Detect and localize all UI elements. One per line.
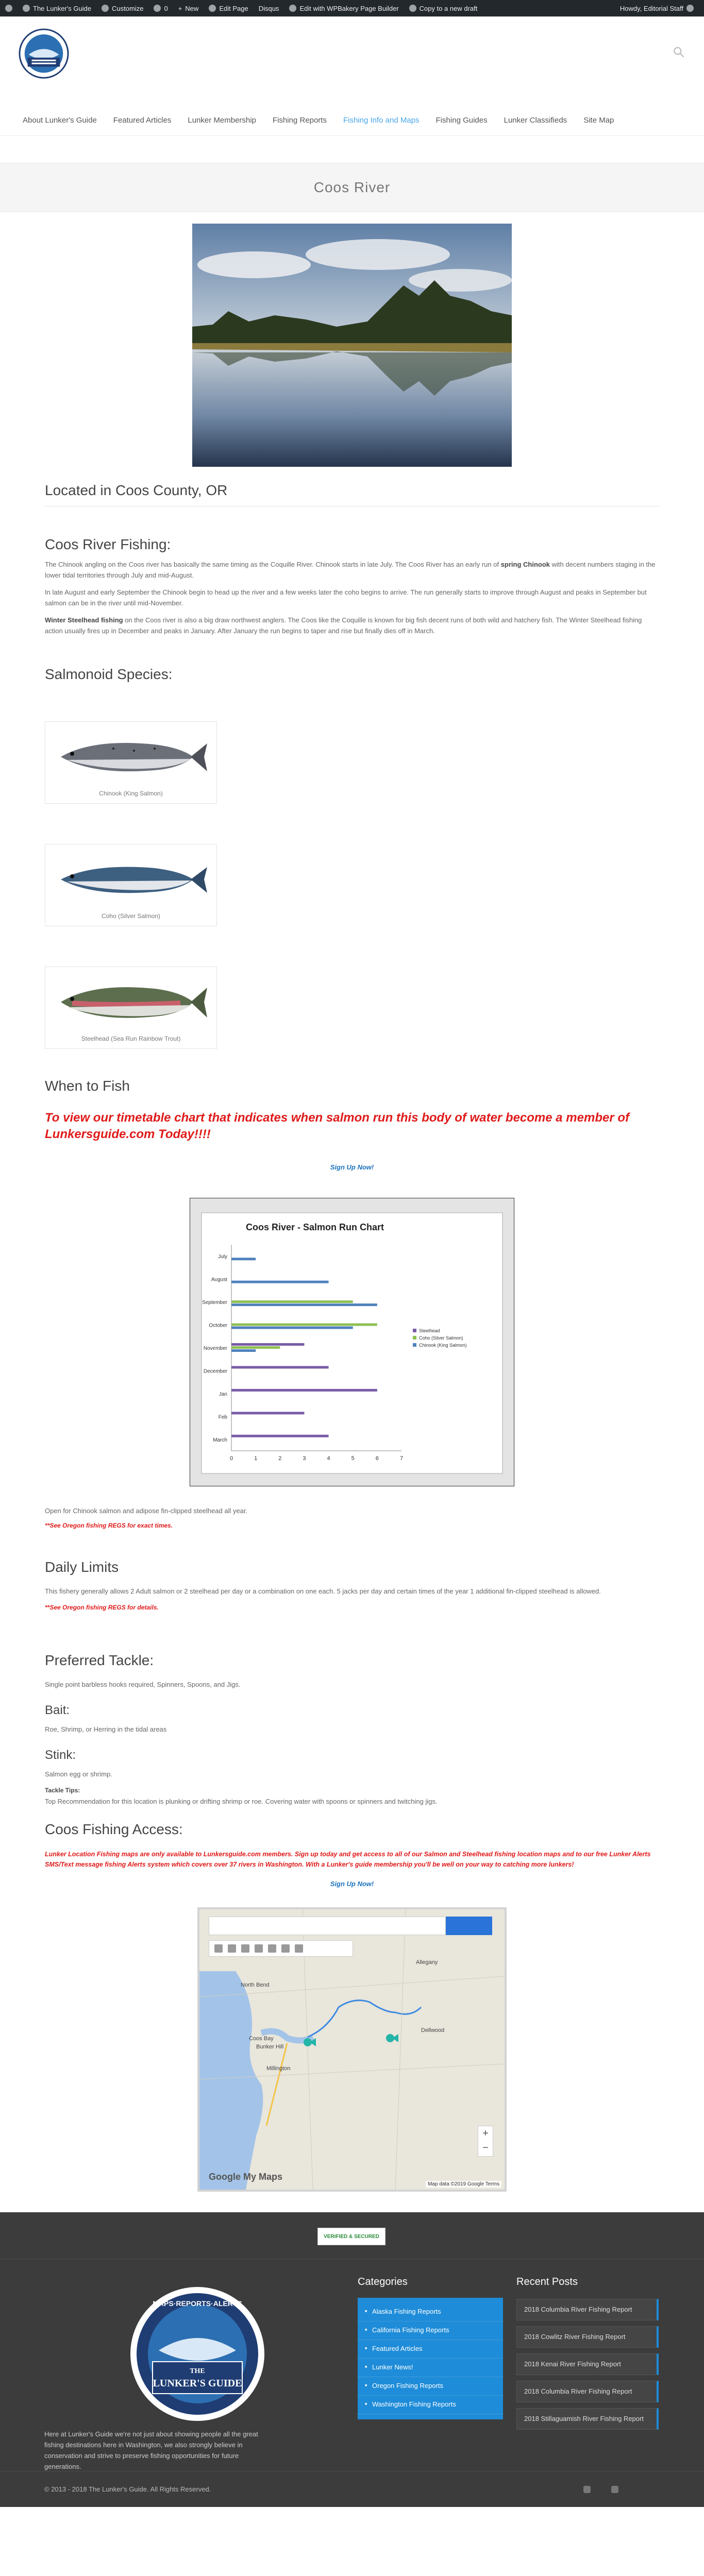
membership-promo[interactable]: To view our timetable chart that indicates when salmon run this body of water become a member of Lunkersguide.com Today!!!! — [45, 1111, 629, 1141]
map-zoom-control — [478, 2126, 493, 2157]
regs-link[interactable]: **See Oregon fishing REGS for exact times. — [45, 1522, 173, 1529]
wordpress-icon[interactable] — [5, 5, 12, 12]
page-title-bar — [0, 163, 704, 212]
daily-limits-heading: Daily Limits — [45, 1559, 119, 1575]
wpbakery-icon — [289, 5, 296, 12]
daily-limits-text: This fishery generally allows 2 Adult salmon or 2 steelhead per day or a combination on one each. 5 jacks per day and certain times of the year 1 additional fin-clipped steelhead is allowed. — [45, 1587, 601, 1595]
chart-x-tick: 4 — [327, 1455, 330, 1462]
fishing-paragraph-2: In late August and early September the Chinook begin to head up the river and a few weeks later the coho begins to arrive. The run generally starts to improve through August and peaks in September but salmon can be in the river until mid-November. — [45, 588, 647, 607]
site-logo[interactable] — [19, 28, 69, 79]
categories-title: Categories — [358, 2276, 408, 2287]
nav-site-map[interactable]: Site Map — [583, 116, 614, 125]
admin-wpbakery-link[interactable]: Edit with WPBakery Page Builder — [289, 5, 398, 12]
admin-site-link[interactable]: The Lunker's Guide — [23, 5, 91, 12]
logo-tagline: MAPS·REPORTS·ALERTS — [153, 2299, 242, 2308]
map-credit[interactable]: Map data ©2019 Google Terms — [426, 2181, 501, 2188]
chart-category-label: December — [203, 1368, 227, 1375]
chart-bar — [231, 1346, 280, 1349]
map-label-north-bend: North Bend — [241, 1982, 270, 1988]
categories-list — [358, 2298, 503, 2419]
scroll-top-icon[interactable] — [611, 2486, 618, 2493]
redo-icon[interactable] — [228, 1944, 236, 1953]
coho-fish-image — [52, 851, 211, 908]
category-link[interactable]: ■ Washington Fishing Reports — [358, 2396, 503, 2414]
chart-category-label: Feb — [218, 1414, 227, 1420]
admin-comments-link[interactable]: 0 — [154, 5, 167, 12]
admin-howdy-link[interactable]: Howdy, Editorial Staff — [620, 5, 694, 12]
hero-river-photo — [192, 224, 512, 467]
chart-category-label: Jan — [219, 1391, 227, 1397]
chart-bar — [231, 1366, 329, 1368]
fish-caption: Steelhead (Sea Run Rainbow Trout) — [81, 1035, 181, 1042]
map-label-bunker-hill: Bunker Hill — [256, 2044, 284, 2050]
google-my-maps-logo: Google My Maps — [209, 2172, 283, 2182]
site-header — [0, 16, 704, 105]
chart-bar — [231, 1303, 377, 1306]
chinook-fish-image — [52, 728, 211, 786]
recent-post-link[interactable]: 2018 Columbia River Fishing Report — [516, 2381, 659, 2402]
chart-title: Coos River - Salmon Run Chart — [246, 1222, 384, 1232]
nav-lunker-classifieds[interactable]: Lunker Classifieds — [504, 116, 567, 125]
line-icon[interactable] — [268, 1944, 276, 1953]
nav-featured-articles[interactable]: Featured Articles — [113, 116, 172, 125]
chart-bar — [231, 1258, 256, 1260]
category-link[interactable]: ■ California Fishing Reports — [358, 2321, 503, 2340]
hand-icon[interactable] — [241, 1944, 249, 1953]
chart-bar — [231, 1435, 329, 1437]
pencil-icon — [209, 5, 216, 12]
chart-x-tick: 5 — [351, 1455, 355, 1462]
main-nav — [0, 105, 704, 136]
chart-x-tick: 3 — [303, 1455, 306, 1462]
map-label-dellwood: Dellwood — [421, 2027, 445, 2033]
plus-icon: + — [178, 4, 182, 12]
admin-bar — [0, 0, 704, 16]
map-search-button[interactable] — [446, 1917, 492, 1935]
comment-icon — [154, 5, 161, 12]
legend-swatch — [413, 1343, 416, 1347]
fishing-paragraph-1: The Chinook angling on the Coos river has basically the same timing as the Coquille River. Chinook starts in late July. The Coos River has an early run of spring Chinook with decent numbers staging in the lower tidal territories through July and mid-August. — [45, 561, 656, 579]
search-icon[interactable] — [672, 45, 685, 59]
nav-lunker-membership[interactable]: Lunker Membership — [188, 116, 256, 125]
footer-about-text: Here at Lunker's Guide we're not just about showing people all the great fishing destinations here in Washington, we also strongly believe in conservation and strive to preserve fishing opportunities for future generations. — [44, 2430, 258, 2470]
chart-x-tick: 2 — [278, 1455, 282, 1462]
legend-entry: Steelhead — [419, 1328, 440, 1333]
chart-bar — [231, 1281, 329, 1283]
chart-bar — [231, 1412, 304, 1414]
tackle-text: Single point barbless hooks required, Spinners, Spoons, and Jigs. — [45, 1681, 241, 1688]
recent-posts-title: Recent Posts — [516, 2276, 578, 2287]
access-heading: Coos Fishing Access: — [45, 1821, 183, 1837]
chart-x-tick: 0 — [229, 1455, 233, 1462]
species-card-steelhead — [45, 967, 217, 1049]
legend-entry: Chinook (King Salmon) — [419, 1343, 467, 1348]
home-icon — [23, 5, 30, 12]
marker-icon[interactable] — [255, 1944, 263, 1953]
category-link[interactable]: ■ Featured Articles — [358, 2340, 503, 2359]
regs-note: Open for Chinook salmon and adipose fin-clipped steelhead all year. — [45, 1507, 248, 1515]
zoom-in-button[interactable]: + — [482, 2128, 489, 2139]
chart-x-tick: 6 — [375, 1455, 379, 1462]
site-footer — [0, 2212, 704, 2507]
map-label-millington: Millington — [266, 2065, 291, 2072]
location-heading: Located in Coos County, OR — [45, 482, 659, 506]
fish-caption: Chinook (King Salmon) — [99, 790, 163, 797]
limits-regs-link[interactable]: **See Oregon fishing REGS for details. — [45, 1604, 159, 1611]
nav-about[interactable]: About Lunker's Guide — [23, 116, 97, 125]
admin-customize-link[interactable]: Customize — [102, 5, 143, 12]
chart-category-label: November — [203, 1346, 227, 1351]
steelhead-fish-image — [52, 973, 211, 1031]
chart-x-tick: 1 — [254, 1455, 258, 1462]
nav-fishing-info-maps[interactable]: Fishing Info and Maps — [343, 116, 420, 125]
species-card-coho — [45, 844, 217, 926]
recent-posts-list — [516, 2299, 659, 2435]
recent-post-link[interactable]: 2018 Stillaguamish River Fishing Report — [516, 2408, 659, 2430]
footer-logo[interactable] — [128, 2284, 267, 2424]
fish-caption: Coho (Silver Salmon) — [101, 912, 161, 920]
main-content — [45, 224, 659, 2192]
directions-icon[interactable] — [281, 1944, 290, 1953]
social-links — [583, 2486, 618, 2493]
chart-bar — [231, 1389, 377, 1392]
chart-category-label: September — [202, 1300, 227, 1306]
category-link[interactable]: ■ Lunker News! — [358, 2359, 503, 2377]
copy-icon — [409, 5, 416, 12]
undo-icon[interactable] — [214, 1944, 223, 1953]
security-badge[interactable]: VERIFIED & SECURED — [317, 2228, 385, 2245]
logo-name: LUNKER'S GUIDE — [153, 2378, 242, 2389]
admin-edit-page-link[interactable]: Edit Page — [209, 5, 248, 12]
signup-link[interactable]: Sign Up Now! — [330, 1163, 374, 1171]
copyright: © 2013 - 2018 The Lunker's Guide. All Rights Reserved. — [44, 2485, 211, 2493]
map-search-input[interactable] — [209, 1917, 446, 1935]
recent-post-link[interactable]: 2018 Columbia River Fishing Report — [516, 2299, 659, 2320]
chart-bar — [231, 1349, 256, 1352]
nav-fishing-reports[interactable]: Fishing Reports — [272, 116, 327, 125]
fishing-heading: Coos River Fishing: — [45, 536, 171, 552]
facebook-icon[interactable] — [583, 2486, 591, 2493]
admin-disqus-link[interactable]: Disqus — [258, 4, 279, 12]
chart-category-label: March — [213, 1437, 227, 1443]
category-link[interactable]: ■ Oregon Fishing Reports — [358, 2377, 503, 2396]
fishing-access-map[interactable] — [197, 1907, 507, 2192]
salmon-run-chart — [190, 1198, 514, 1486]
footer-bottom-bar — [0, 2471, 704, 2507]
recent-post-link[interactable]: 2018 Kenai River Fishing Report — [516, 2353, 659, 2375]
tackle-tips-text: Top Recommendation for this location is plunking or drifting shrimp or roe. Covering water with spoons or spinners and twitching jigs. — [45, 1798, 438, 1805]
map-label-allegany: Allegany — [416, 1959, 438, 1965]
chart-category-label: August — [211, 1277, 227, 1283]
tackle-heading: Preferred Tackle: — [45, 1652, 154, 1668]
chart-x-tick: 7 — [399, 1455, 404, 1462]
admin-new-link[interactable]: + New — [178, 4, 199, 12]
access-signup-link[interactable]: Sign Up Now! — [330, 1880, 374, 1888]
logo-the: THE — [190, 2367, 205, 2375]
tackle-tips-label: Tackle Tips: — [45, 1787, 80, 1794]
bait-heading: Bait: — [45, 1703, 70, 1717]
stink-heading: Stink: — [45, 1748, 76, 1762]
salmon-run-chart-svg — [190, 1198, 514, 1486]
chart-bar — [231, 1343, 304, 1346]
map-toolbar — [209, 1940, 353, 1957]
admin-copy-draft-link[interactable]: Copy to a new draft — [409, 5, 478, 12]
brush-icon — [102, 5, 109, 12]
bait-text: Roe, Shrimp, or Herring in the tidal areas — [45, 1725, 167, 1733]
chart-bar — [231, 1300, 353, 1303]
stink-text: Salmon egg or shrimp. — [45, 1770, 112, 1778]
species-card-chinook — [45, 721, 217, 804]
chart-bar — [231, 1327, 353, 1329]
chart-category-label: July — [218, 1254, 227, 1260]
nav-fishing-guides[interactable]: Fishing Guides — [435, 116, 488, 125]
chart-bar — [231, 1324, 377, 1326]
species-heading: Salmonoid Species: — [45, 666, 173, 682]
chart-category-label: October — [209, 1323, 227, 1329]
legend-entry: Coho (Silver Salmon) — [419, 1335, 463, 1341]
page-title: Coos River — [313, 179, 391, 195]
map-label-coos-bay: Coos Bay — [249, 2036, 274, 2042]
category-link[interactable]: ■ Alaska Fishing Reports — [358, 2303, 503, 2321]
zoom-out-button[interactable]: − — [482, 2142, 489, 2154]
avatar — [686, 5, 694, 12]
when-to-fish-heading: When to Fish — [45, 1078, 130, 1094]
ruler-icon[interactable] — [295, 1944, 303, 1953]
legend-swatch — [413, 1329, 416, 1332]
access-promo[interactable]: Lunker Location Fishing maps are only available to Lunkersguide.com members. Sign up today and get access to all of our Salmon and Steelhead fishing location maps and to our free Lunker Alerts SMS/Text message fishing Alerts system which covers over 37 rivers in Washington. With a Lunker's guide membership you'll be well on your way to catching more lunkers! — [45, 1851, 651, 1868]
legend-swatch — [413, 1336, 416, 1340]
fishing-paragraph-3: Winter Steelhead fishing on the Coos river is also a big draw northwest anglers. The Coos like the Coquille is known for big fish decent runs of both wild and hatchery fish. The Winter Steelhead fishing action usually fires up in December and peaks in January. After January the run begins to taper and rise but finally dies off in March. — [45, 616, 642, 635]
recent-post-link[interactable]: 2018 Cowlitz River Fishing Report — [516, 2326, 659, 2348]
